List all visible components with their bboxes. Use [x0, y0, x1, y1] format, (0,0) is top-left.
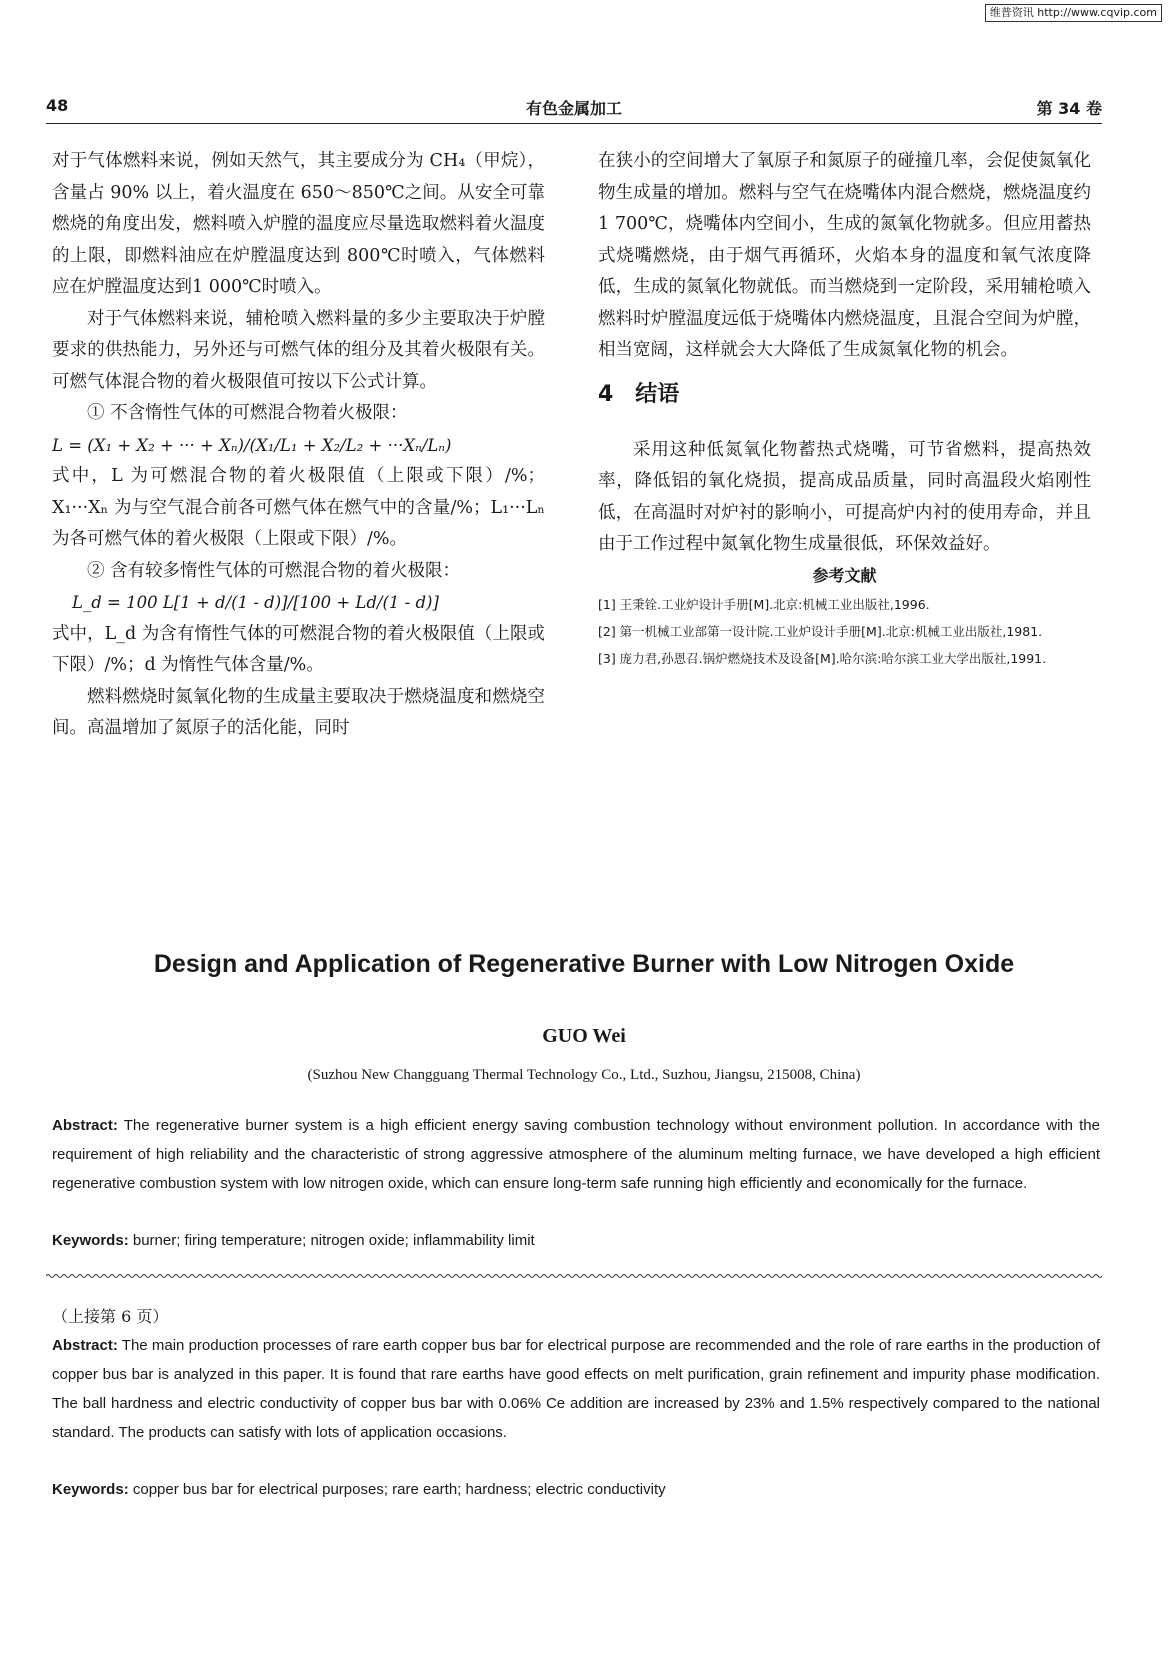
paragraph: 对于气体燃料来说，例如天然气，其主要成分为 CH₄（甲烷），含量占 90% 以上，着火温度在 650～850℃之间。从安全可靠燃烧的角度出发，燃料喷入炉膛的温度应尽量选取燃料着火温度的上限，即燃料油应在炉膛温度达到 800℃时喷入，气体燃料应在炉膛温度达到1 000℃时喷入。	[52, 151, 545, 297]
right-column	[598, 146, 1091, 672]
paragraph: 在狭小的空间增大了氧原子和氮原子的碰撞几率，会促使氮氧化物生成量的增加。燃料与空气在烧嘴体内混合燃烧，燃烧温度约 1 700℃，烧嘴体内空间小，生成的氮氧化物就多。但应用蓄热式烧嘴燃烧，由于烟气再循环，火焰本身的温度和氧气浓度降低，生成的氮氧化物就低。而当燃烧到一定阶段，采用辅枪喷入燃料时炉膛温度远低于烧嘴体内燃烧温度，且混合空间为炉膛，相当宽阔，这样就会大大降低了生成氮氧化物的机会。	[598, 151, 1091, 360]
paragraph: 式中，L_d 为含有惰性气体的可燃混合物的着火极限值（上限或下限）/%；d 为惰性气体含量/%。	[52, 623, 545, 675]
abstract-text: The regenerative burner system is a high efficient energy saving combustion technology without environment pollution. In accordance with the requirement of high reliability and the characteristic of strong aggressive atmosphere of the aluminum melting furnace, we have developed a high efficient regenerative combustion system with low nitrogen oxide, which can ensure long-term safe running high efficiently and economically for the furnace.	[52, 1117, 1100, 1192]
reference-item: [2] 第一机械工业部第一设计院.工业炉设计手册[M].北京:机械工业出版社,1981.	[598, 623, 1043, 639]
abstract-text: The main production processes of rare earth copper bus bar for electrical purpose are recommended and the role of rare earths in the production of copper bus bar is analyzed in this paper. It is found that rare earths have good effects on melt purification, grain refinement and impurity phase modification. The ball hardness and electric conductivity of copper bus bar with 0.06% Ce addition are increased by 23% and 1.5% respectively compared to the national standard. The products can satisfy with lots of application occasions.	[52, 1337, 1100, 1441]
watermark: 维普资讯 http://www.cqvip.com	[985, 4, 1162, 22]
continued-label: （上接第 6 页）	[52, 1307, 169, 1326]
page-header	[46, 96, 1102, 120]
abstract-label: Abstract:	[52, 1117, 118, 1134]
author: GUO Wei	[542, 1025, 626, 1047]
paragraph: ① 不含惰性气体的可燃混合物着火极限：	[87, 403, 408, 423]
continued-keywords	[52, 1475, 1100, 1504]
keywords-text: copper bus bar for electrical purposes; rare earth; hardness; electric conductivity	[128, 1481, 666, 1498]
references-title: 参考文献	[812, 565, 877, 585]
keywords-label: Keywords:	[52, 1481, 129, 1498]
journal-name: 有色金属加工	[525, 99, 622, 118]
paragraph: ② 含有较多惰性气体的可燃混合物的着火极限：	[87, 560, 461, 581]
paragraph: 对于气体燃料来说，辅枪喷入燃料量的多少主要取决于炉膛要求的供热能力，另外还与可燃气体的组分及其着火极限有关。可燃气体混合物的着火极限值可按以下公式计算。	[52, 308, 545, 392]
section-title: 4 结语	[598, 381, 680, 407]
paragraph: 采用这种低氮氧化物蓄热式烧嘴，可节省燃料，提高热效率，降低铝的氧化烧损，提高成品质量，同时高温段火焰刚性低，在高温时对炉衬的影响小，可提高炉内衬的使用寿命，并且由于工作过程中氮氧化物生成量很低，环保效益好。	[598, 439, 1091, 554]
keywords-label: Keywords:	[52, 1232, 129, 1249]
abstract-label: Abstract:	[52, 1337, 118, 1354]
affiliation: (Suzhou New Changguang Thermal Technology Co., Ltd., Suzhou, Jiangsu, 215008, China)	[307, 1067, 861, 1083]
continued-abstract	[52, 1331, 1100, 1447]
header-rule	[46, 123, 1102, 124]
formula: L = (X₁ + X₂ + ··· + Xₙ)/(X₁/L₁ + X₂/L₂ + ···Xₙ/Lₙ)	[52, 435, 452, 455]
english-title: Design and Application of Regenerative Burner with Low Nitrogen Oxide	[153, 950, 1015, 978]
english-abstract	[52, 1111, 1100, 1198]
formula: L_d = 100 L[1 + d/(1 - d)]/[100 + Ld/(1 - d)]	[72, 593, 439, 612]
wavy-divider	[46, 1272, 1102, 1280]
paragraph: 燃料燃烧时氮氧化物的生成量主要取决于燃烧温度和燃烧空间。高温增加了氮原子的活化能，同时	[52, 686, 545, 738]
volume-label: 第 34 卷	[1036, 99, 1102, 118]
english-keywords	[52, 1226, 1100, 1255]
keywords-text: burner; firing temperature; nitrogen oxide; inflammability limit	[128, 1232, 535, 1249]
reference-item: [3] 庞力君,孙恩召.锅炉燃烧技术及设备[M].哈尔滨:哈尔滨工业大学出版社,1991.	[598, 650, 1047, 666]
left-column	[52, 146, 545, 745]
page-number: 48	[46, 96, 69, 115]
reference-item: [1] 王秉铨.工业炉设计手册[M].北京:机械工业出版社,1996.	[598, 596, 930, 612]
paragraph: 式中，L 为可燃混合物的着火极限值（上限或下限）/%；X₁···Xₙ 为与空气混合前各可燃气体在燃气中的含量/%；L₁···Lₙ 为各可燃气体的着火极限（上限或下限）/%。	[52, 466, 545, 549]
